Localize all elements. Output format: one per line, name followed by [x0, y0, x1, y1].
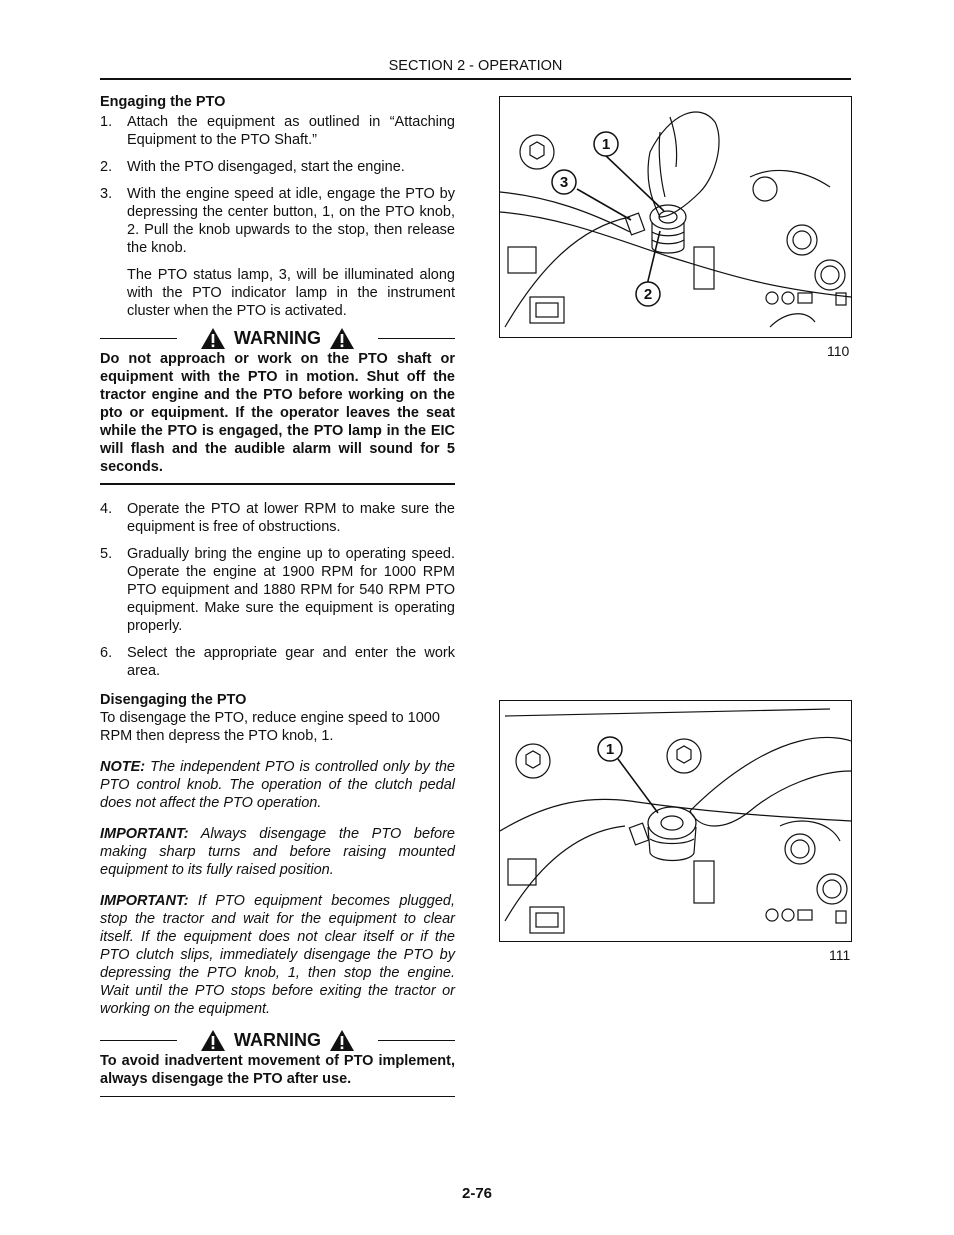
step-text: Operate the PTO at lower RPM to make sure the equipment is free of obstructions. — [127, 501, 455, 535]
warning-triangle-icon — [200, 1029, 226, 1052]
step-5 — [100, 545, 455, 635]
step-number: 4. — [100, 501, 113, 517]
important-sharp-turns — [100, 825, 455, 879]
figure-number-110: 110 — [827, 343, 850, 359]
step-6 — [100, 644, 455, 680]
warning-heading-1 — [100, 324, 455, 352]
heading-engaging: Engaging the PTO — [100, 94, 226, 110]
step-4 — [100, 500, 455, 536]
warning-rule-right — [378, 1040, 455, 1041]
warning-rule-left — [100, 1040, 177, 1041]
warning-triangle-icon — [329, 1029, 355, 1052]
callout-1-label: 1 — [605, 741, 615, 758]
important-plugged — [100, 892, 455, 1018]
warning-label: WARNING — [234, 328, 321, 348]
status-lamp-paragraph: The PTO status lamp, 3, will be illuminated along with the PTO indicator lamp in the instrument cluster when the PTO is activated. — [127, 267, 455, 319]
step-text: Select the appropriate gear and enter the work area. — [127, 645, 455, 679]
important-text: If PTO equipment becomes plugged, stop the tractor and wait for the equipment to clear itself. If the equipment does not clear itself or if the PTO clutch slips, immediately disengage the PTO by depressing the PTO knob, 1, then stop the engine. Wait until the PTO stops before exiting the tractor or working on the equipment. — [100, 893, 455, 1017]
important-text: Always disengage the PTO before making sharp turns and before raising mounted equipment to its fully raised position. — [100, 826, 455, 878]
step-text: With the engine speed at idle, engage the PTO by depressing the center button, 1, on the PTO knob, 2. Pull the knob upwards to the stop, then release the knob. — [127, 186, 455, 256]
warning-triangle-icon — [200, 327, 226, 350]
figure-110 — [499, 96, 852, 338]
step-2 — [100, 158, 455, 176]
figure-111 — [499, 700, 852, 942]
warning-rule-left — [100, 338, 177, 339]
warning-body-2: To avoid inadvertent movement of PTO implement, always disengage the PTO after use. — [100, 1053, 455, 1087]
warning-rule-right — [378, 338, 455, 339]
step-text: With the PTO disengaged, start the engine. — [127, 159, 405, 175]
callout-1-label: 1 — [601, 136, 611, 153]
section-title: SECTION 2 - OPERATION — [388, 58, 563, 74]
important-label: IMPORTANT: — [100, 826, 189, 842]
warning-end-rule — [100, 1096, 455, 1097]
note-clutch — [100, 758, 455, 812]
warning-label: WARNING — [234, 1030, 321, 1050]
left-column — [100, 93, 455, 1097]
section-header — [100, 56, 851, 80]
warning-body-1: Do not approach or work on the PTO shaft or equipment with the PTO in motion. Shut off the tractor engine and the PTO before working on the pto or equipment. If the operator leaves the seat while the PTO is engaged, the PTO lamp in the EIC will flash and the audible alarm will sound for 5 seconds. — [100, 351, 455, 475]
important-label: IMPORTANT: — [100, 893, 189, 909]
step-number: 2. — [100, 159, 113, 175]
step-number: 3. — [100, 186, 113, 202]
warning-heading-2 — [100, 1026, 455, 1054]
step-number: 5. — [100, 546, 113, 562]
note-text: The independent PTO is controlled only by the PTO control knob. The operation of the clutch pedal does not affect the PTO operation. — [100, 759, 455, 811]
note-label: NOTE: — [100, 759, 146, 775]
step-3 — [100, 185, 455, 257]
disengaging-text: To disengage the PTO, reduce engine speed to 1000 RPM then depress the PTO knob, 1. — [100, 710, 440, 744]
page-number: 2-76 — [461, 1185, 493, 1202]
step-1 — [100, 113, 455, 149]
warning-end-rule — [100, 483, 455, 485]
warning-triangle-icon — [329, 327, 355, 350]
step-text: Attach the equipment as outlined in “Attaching Equipment to the PTO Shaft.” — [127, 114, 455, 148]
step-text: Gradually bring the engine up to operating speed. Operate the engine at 1900 RPM for 1000 RPM PTO equipment and 1880 RPM for 540 RPM PTO equipment. Make sure the equipment is operating properly. — [127, 546, 455, 634]
pto-knob-illustration — [500, 97, 851, 337]
step-number: 6. — [100, 645, 113, 661]
callout-3-label: 3 — [559, 174, 569, 191]
pto-knob-press-illustration — [500, 701, 851, 941]
callout-2-label: 2 — [643, 286, 653, 303]
step-number: 1. — [100, 114, 113, 130]
heading-disengaging: Disengaging the PTO — [100, 692, 247, 708]
figure-number-111: 111 — [829, 947, 851, 963]
